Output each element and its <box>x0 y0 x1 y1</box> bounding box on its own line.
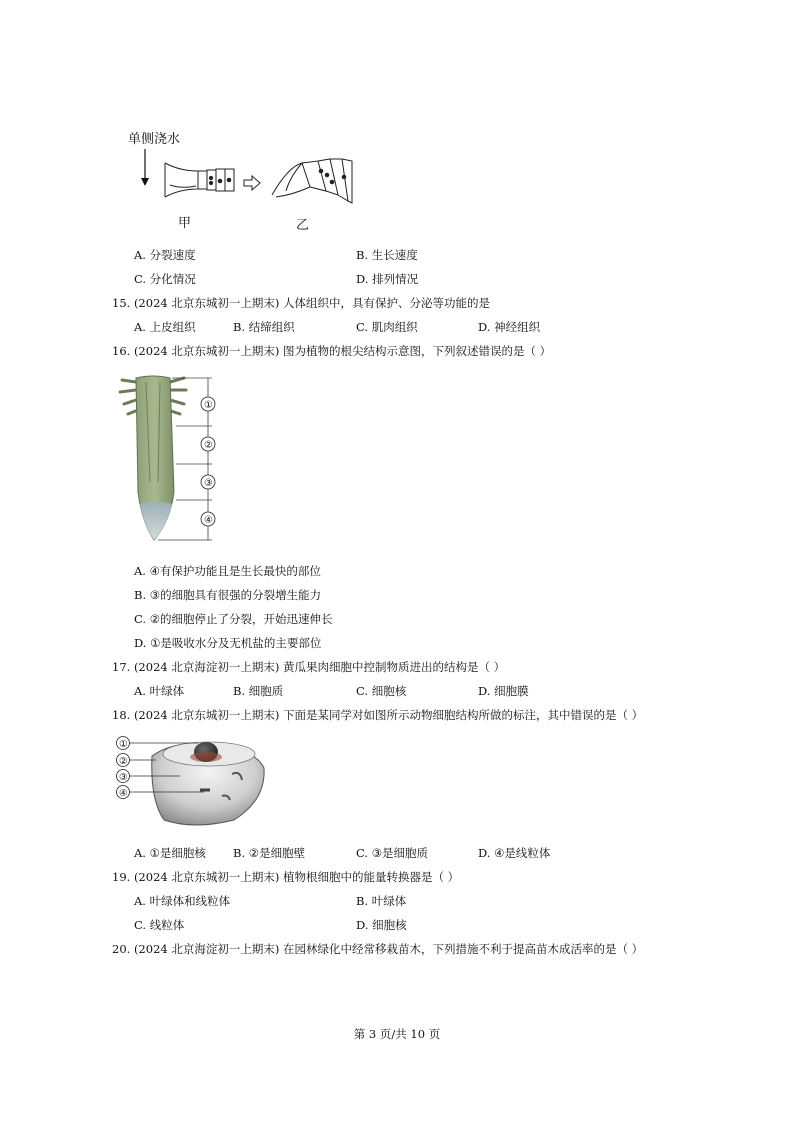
q17-option-a[interactable]: A. 叶绿体 <box>134 684 185 698</box>
q15-option-b[interactable]: B. 结缔组织 <box>233 320 295 334</box>
q18-option-a[interactable]: A. ①是细胞核 <box>134 846 206 860</box>
q16-stem: 16. (2024 北京东城初一上期末) 图为植物的根尖结构示意图，下列叙述错误的是（ ） <box>112 344 552 358</box>
q18-option-d[interactable]: D. ④是线粒体 <box>478 846 551 860</box>
zone-label-4: ④ <box>204 515 213 526</box>
root-cap <box>140 502 172 540</box>
q15-option-a[interactable]: A. 上皮组织 <box>134 320 196 334</box>
cell-labels <box>117 737 130 800</box>
cell-label-1: ① <box>119 739 128 750</box>
figure-animal-cell <box>114 730 274 830</box>
q15-option-c[interactable]: C. 肌肉组织 <box>356 320 418 334</box>
cell-label-2: ② <box>119 756 128 767</box>
q17-stem: 17. (2024 北京海淀初一上期末) 黄瓜果肉细胞中控制物质进出的结构是（ ） <box>112 660 506 674</box>
page-footer: 第 3 页/共 10 页 <box>353 1027 441 1041</box>
q14-option-a[interactable]: A. 分裂速度 <box>134 248 196 262</box>
root-tip-diagram <box>118 372 218 544</box>
label-jia: 甲 <box>178 216 192 231</box>
q17-option-d[interactable]: D. 细胞膜 <box>478 684 529 698</box>
root-bending-diagram <box>120 125 370 237</box>
q19-stem: 19. (2024 北京东城初一上期末) 植物根细胞中的能量转换器是（ ） <box>112 870 460 884</box>
cell-label-3: ③ <box>119 772 128 783</box>
q16-option-d[interactable]: D. ①是吸收水分及无机盐的主要部位 <box>134 636 322 650</box>
q15-stem: 15. (2024 北京东城初一上期末) 人体组织中，具有保护、分泌等功能的是 <box>112 296 490 310</box>
q16-option-a[interactable]: A. ④有保护功能且是生长最快的部位 <box>134 564 321 578</box>
q20-stem: 20. (2024 北京海淀初一上期末) 在园林绿化中经常移栽苗木，下列措施不利于提高苗木成活率的是（ ） <box>112 942 644 956</box>
water-arrow-head <box>141 178 149 186</box>
q14-option-c[interactable]: C. 分化情况 <box>134 272 196 286</box>
q17-option-c[interactable]: C. 细胞核 <box>356 684 407 698</box>
q16-option-c[interactable]: C. ②的细胞停止了分裂，开始迅速伸长 <box>134 612 333 626</box>
q18-stem: 18. (2024 北京东城初一上期末) 下面是某同学对如图所示动物细胞结构所做的标注，其中错误的是（ ） <box>112 708 644 722</box>
q16-option-b[interactable]: B. ③的细胞具有很强的分裂增生能力 <box>134 588 322 602</box>
q17-option-b[interactable]: B. 细胞质 <box>233 684 284 698</box>
q19-option-c[interactable]: C. 线粒体 <box>134 918 185 932</box>
watering-label: 单侧浇水 <box>128 132 181 147</box>
cell-label-4: ④ <box>119 788 128 799</box>
figure-root-tip <box>118 372 218 544</box>
q18-option-b[interactable]: B. ②是细胞壁 <box>233 846 306 860</box>
zone-label-2: ② <box>204 440 213 451</box>
process-arrow-icon <box>244 176 260 190</box>
root-jia-drawing <box>165 163 234 197</box>
zone-label-1: ① <box>204 400 213 411</box>
q19-option-b[interactable]: B. 叶绿体 <box>356 894 407 908</box>
q18-option-c[interactable]: C. ③是细胞质 <box>356 846 429 860</box>
q19-option-d[interactable]: D. 细胞核 <box>356 918 407 932</box>
figure-root-bending <box>120 125 370 237</box>
q15-option-d[interactable]: D. 神经组织 <box>478 320 541 334</box>
q19-option-a[interactable]: A. 叶绿体和线粒体 <box>134 894 231 908</box>
animal-cell-diagram <box>114 730 274 830</box>
q14-option-d[interactable]: D. 排列情况 <box>356 272 419 286</box>
q14-option-b[interactable]: B. 生长速度 <box>356 248 418 262</box>
zone-label-3: ③ <box>204 478 213 489</box>
label-yi: 乙 <box>296 218 310 233</box>
root-yi-drawing <box>272 159 352 203</box>
